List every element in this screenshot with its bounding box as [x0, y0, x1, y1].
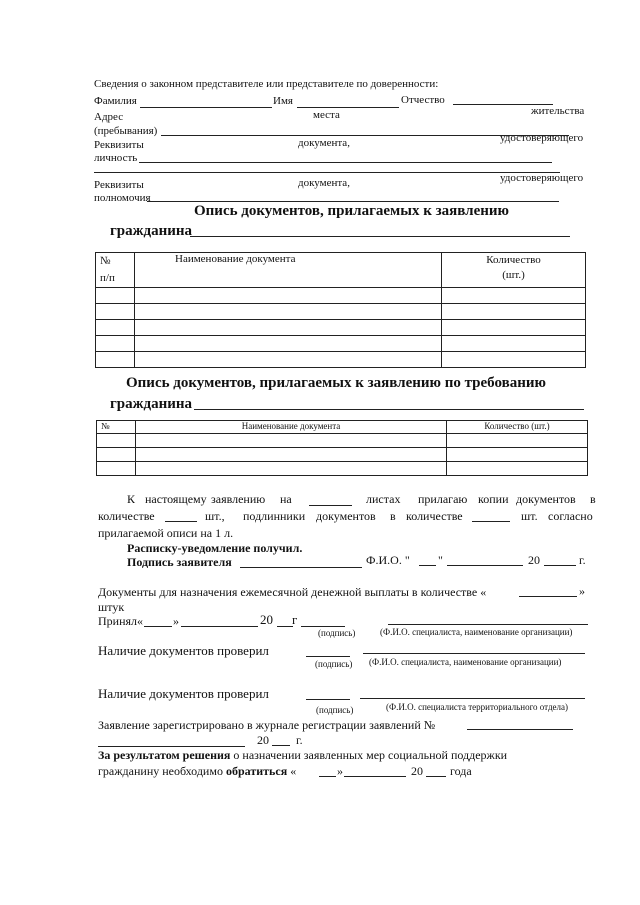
- stmt-word: документов: [516, 492, 576, 506]
- table-row[interactable]: [96, 352, 586, 368]
- accepted-year-prefix: 20: [260, 612, 273, 627]
- stmt-word: прилагаю: [418, 492, 468, 506]
- receipt-text: Расписку-уведомление получил.: [127, 541, 303, 555]
- name-label: Имя: [273, 95, 293, 107]
- inventory1-col-name: Наименование документа: [135, 253, 442, 288]
- inventory2-citizen-field[interactable]: [194, 409, 584, 410]
- table-row[interactable]: [97, 434, 588, 448]
- docs-count-text: Документы для назначения ежемесячной денежной выплаты в количестве «: [98, 585, 487, 599]
- stmt-word: в: [390, 509, 396, 523]
- document-label-2: документа,: [298, 177, 350, 189]
- inventory1-col-num: [96, 253, 135, 288]
- inventory1-table: [95, 252, 586, 368]
- originals-count-field[interactable]: [472, 521, 510, 522]
- close-quote: »: [579, 584, 585, 598]
- accepted-year-field[interactable]: [277, 626, 293, 627]
- apply-year-field[interactable]: [426, 776, 446, 777]
- inventory2-header-row: [97, 421, 588, 434]
- apply-date-close: »: [337, 764, 343, 778]
- inventory2-col-num: №: [97, 421, 136, 434]
- stmt-word: на: [280, 492, 292, 506]
- accepted-fio-field[interactable]: [388, 624, 588, 625]
- checked-sign-field-2[interactable]: [306, 699, 350, 700]
- inventory2-col-name: Наименование документа: [136, 421, 447, 434]
- copies-count-field[interactable]: [165, 521, 197, 522]
- stmt-word: листах: [366, 492, 401, 506]
- sign-caption-1: (подпись): [318, 628, 356, 638]
- checked-fio-field-1[interactable]: [363, 653, 585, 654]
- registration-number-field[interactable]: [467, 729, 573, 730]
- table-row[interactable]: [97, 448, 588, 462]
- table-row[interactable]: [96, 304, 586, 320]
- residence-label: жительства: [531, 105, 585, 117]
- inventory2-title: Опись документов, прилагаемых к заявлению по требованию: [126, 375, 546, 391]
- accepted-month-field[interactable]: [181, 626, 258, 627]
- day-field[interactable]: [419, 565, 436, 566]
- stmt-line-3: прилагаемой описи на 1 л.: [98, 526, 234, 540]
- fio-caption-1: (Ф.И.О. специалиста, наименование организации): [380, 627, 573, 637]
- inventory1-col-num-2: п/п: [100, 272, 115, 284]
- result-line: [98, 748, 507, 763]
- signature-field[interactable]: [240, 567, 362, 568]
- inventory2-table: [96, 420, 588, 476]
- checked-label-2: Наличие документов проверил: [98, 686, 269, 701]
- certifying-label-1: удостоверяющего: [500, 132, 584, 144]
- registration-date-field[interactable]: [98, 746, 245, 747]
- accepted-quote: »: [173, 614, 179, 628]
- stmt-word: копии: [478, 492, 509, 506]
- year-field[interactable]: [544, 565, 576, 566]
- year-prefix: 20: [528, 553, 540, 567]
- identity-field-extra[interactable]: [94, 172, 560, 173]
- accepted-sign-field[interactable]: [301, 626, 345, 627]
- table-row[interactable]: [97, 462, 588, 476]
- stmt-word: заявлению: [211, 492, 266, 506]
- result-bold: За результатом решения: [98, 748, 231, 762]
- signature-label: Подпись заявителя: [127, 555, 232, 569]
- stmt-word: согласно: [548, 509, 593, 523]
- stmt-word: К: [127, 492, 136, 506]
- details-label-2: Реквизиты: [94, 179, 144, 191]
- stmt-word: документов: [316, 509, 376, 523]
- fio-caption-3: (Ф.И.О. специалиста территориального отдела): [386, 702, 569, 712]
- apply-day-field[interactable]: [319, 776, 336, 777]
- identity-field[interactable]: [139, 162, 552, 163]
- checked-label-1: Наличие документов проверил: [98, 643, 269, 658]
- accepted-label: Принял«: [98, 614, 144, 628]
- g-label: г.: [579, 553, 586, 567]
- rep-heading: Сведения о законном представителе или представителе по доверенности:: [94, 78, 439, 90]
- stmt-word: настоящему: [145, 492, 207, 506]
- stmt-word: шт.,: [205, 509, 225, 523]
- fio-label: Ф.И.О. ": [366, 553, 410, 567]
- inventory1-title: Опись документов, прилагаемых к заявлению: [194, 203, 509, 219]
- surname-field[interactable]: [140, 107, 272, 108]
- citizen-needs: гражданину необходимо: [98, 764, 226, 778]
- stay-label: (пребывания): [94, 125, 158, 137]
- inventory1-col-qty: [442, 253, 586, 288]
- inventory1-col-num-1: №: [100, 255, 111, 267]
- sign-caption-2: (подпись): [315, 659, 353, 669]
- address-label: Адрес: [94, 111, 124, 123]
- apply-line: [98, 764, 296, 779]
- inventory1-col-qty-2: (шт.): [502, 269, 525, 281]
- reg-year-prefix: 20: [257, 733, 269, 747]
- registered-text: Заявление зарегистрировано в журнале регистрации заявлений №: [98, 718, 436, 732]
- certifying-label-2: удостоверяющего: [500, 172, 584, 184]
- apply-year-prefix: 20: [411, 764, 423, 778]
- stmt-word: количестве: [406, 509, 463, 523]
- inventory1-header-row: [96, 253, 586, 288]
- month-field[interactable]: [447, 565, 523, 566]
- inventory2-col-qty: Количество (шт.): [447, 421, 588, 434]
- reg-year-field[interactable]: [272, 745, 290, 746]
- apply-word: обратиться: [225, 764, 288, 778]
- place-label: места: [313, 109, 340, 121]
- apply-date-open: «: [287, 764, 297, 778]
- quote-mark: ": [438, 553, 443, 567]
- result-rest: о назначении заявленных мер социальной поддержки: [230, 748, 508, 762]
- table-row[interactable]: [96, 336, 586, 352]
- patronymic-label: Отчество: [401, 94, 445, 106]
- document-label-1: документа,: [298, 137, 350, 149]
- accepted-g: г: [292, 612, 298, 627]
- name-field[interactable]: [297, 107, 399, 108]
- reg-g: г.: [296, 733, 303, 747]
- table-row[interactable]: [96, 320, 586, 336]
- checked-fio-field-2[interactable]: [360, 698, 585, 699]
- fio-caption-2: (Ф.И.О. специалиста, наименование организации): [369, 657, 562, 667]
- inventory2-citizen-label: гражданина: [110, 396, 193, 412]
- stmt-word: в: [590, 492, 596, 506]
- goda-label: года: [450, 764, 472, 778]
- sheets-count-field[interactable]: [309, 505, 352, 506]
- stmt-word: шт.: [521, 509, 538, 523]
- inventory1-citizen-label: гражданина: [110, 223, 193, 239]
- accepted-day-field[interactable]: [144, 626, 172, 627]
- powers-field[interactable]: [147, 201, 559, 202]
- pieces-label: штук: [98, 600, 125, 614]
- powers-label: полномочия: [94, 192, 151, 204]
- table-row[interactable]: [96, 288, 586, 304]
- inventory1-col-qty-1: Количество: [486, 254, 541, 266]
- checked-sign-field-1[interactable]: [306, 656, 350, 657]
- surname-label: Фамилия: [94, 95, 137, 107]
- details-label-1: Реквизиты: [94, 139, 144, 151]
- inventory1-citizen-field[interactable]: [190, 236, 570, 237]
- stmt-word: подлинники: [243, 509, 306, 523]
- apply-month-field[interactable]: [344, 776, 406, 777]
- stmt-word: количестве: [98, 509, 155, 523]
- sign-caption-3: (подпись): [316, 705, 354, 715]
- identity-label: личность: [94, 152, 138, 164]
- docs-count-field[interactable]: [519, 596, 577, 597]
